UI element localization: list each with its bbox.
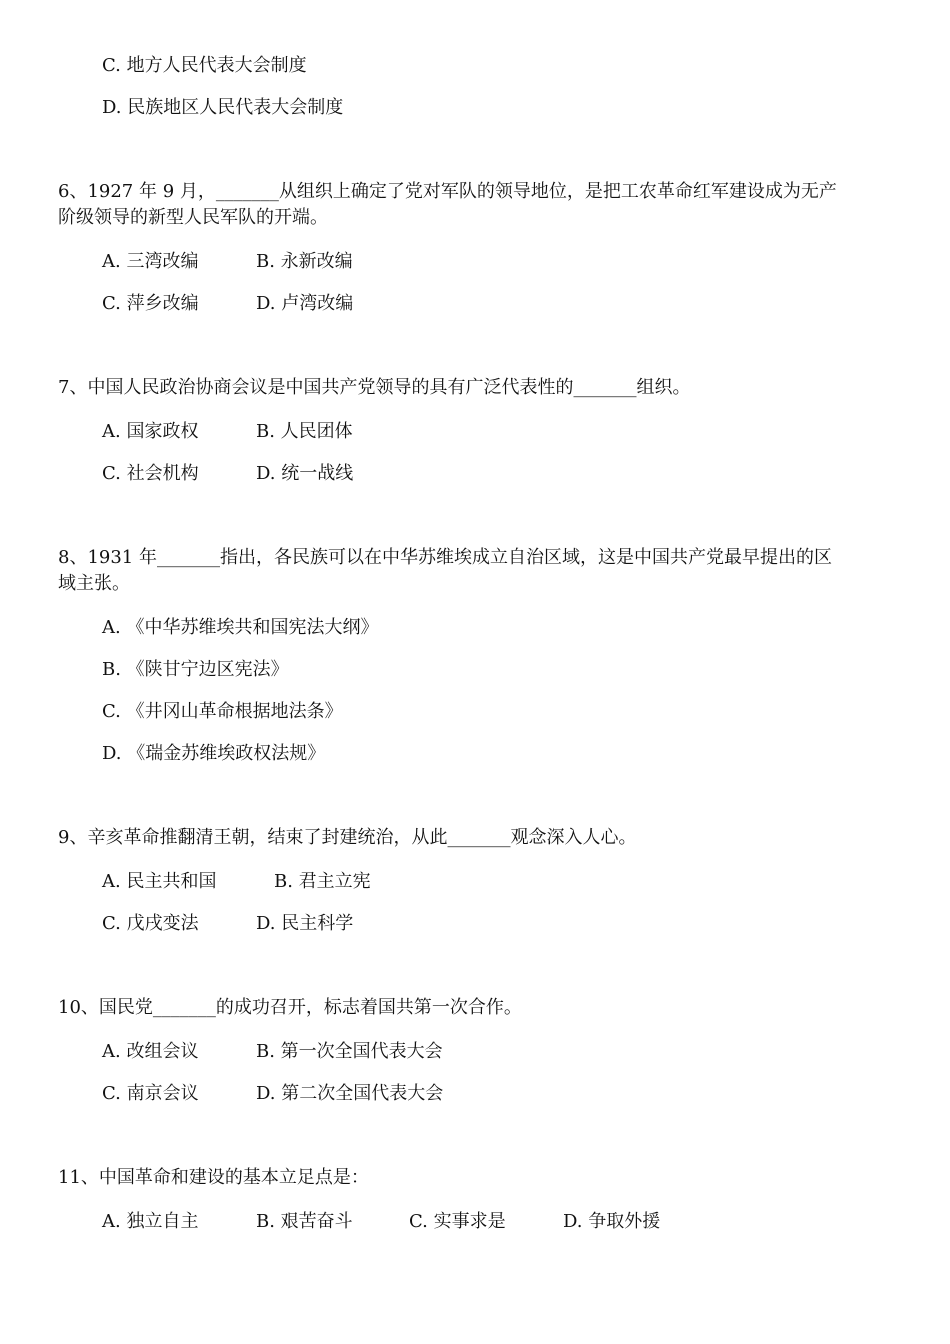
q10-stem: 10、国民党_______的成功召开，标志着国共第一次合作。 <box>58 997 522 1018</box>
q8-stem-line1: 8、1931 年_______指出，各民族可以在中华苏维埃成立自治区域，这是中国共产党最早提出的区 <box>58 547 832 568</box>
q6-stem-line2: 阶级领导的新型人民军队的开端。 <box>58 207 328 228</box>
q5-option-c: C. 地方人民代表大会制度 <box>102 55 307 76</box>
q9-option-a: A. 民主共和国 <box>102 871 217 892</box>
q7-option-d: D. 统一战线 <box>256 463 354 484</box>
q7-option-b: B. 人民团体 <box>256 421 353 442</box>
q10-option-d: D. 第二次全国代表大会 <box>256 1083 444 1104</box>
q6-option-b: B. 永新改编 <box>256 251 353 272</box>
q7-stem: 7、中国人民政治协商会议是中国共产党领导的具有广泛代表性的_______组织。 <box>58 377 691 398</box>
q9-option-c: C. 戊戌变法 <box>102 913 199 934</box>
q11-option-d: D. 争取外援 <box>563 1211 661 1232</box>
q6-option-a: A. 三湾改编 <box>102 251 199 272</box>
q6-option-d: D. 卢湾改编 <box>256 293 354 314</box>
q8-option-c: C. 《井冈山革命根据地法条》 <box>102 701 343 722</box>
q9-option-b: B. 君主立宪 <box>274 871 371 892</box>
q9-option-d: D. 民主科学 <box>256 913 354 934</box>
q11-option-b: B. 艰苦奋斗 <box>256 1211 353 1232</box>
q8-option-b: B. 《陕甘宁边区宪法》 <box>102 659 289 680</box>
q11-stem: 11、中国革命和建设的基本立足点是： <box>58 1167 369 1188</box>
q8-stem-line2: 域主张。 <box>58 573 130 594</box>
q6-option-c: C. 萍乡改编 <box>102 293 199 314</box>
q7-option-c: C. 社会机构 <box>102 463 199 484</box>
q9-stem: 9、辛亥革命推翻清王朝，结束了封建统治，从此_______观念深入人心。 <box>58 827 637 848</box>
q11-option-a: A. 独立自主 <box>102 1211 199 1232</box>
q6-stem-line1: 6、1927 年 9 月，_______从组织上确定了党对军队的领导地位，是把工农革命红军建设成为无产 <box>58 181 837 202</box>
q10-option-b: B. 第一次全国代表大会 <box>256 1041 443 1062</box>
q11-option-c: C. 实事求是 <box>409 1211 506 1232</box>
q5-option-d: D. 民族地区人民代表大会制度 <box>102 97 344 118</box>
q8-option-d: D. 《瑞金苏维埃政权法规》 <box>102 743 326 764</box>
q8-option-a: A. 《中华苏维埃共和国宪法大纲》 <box>102 617 379 638</box>
q10-option-c: C. 南京会议 <box>102 1083 199 1104</box>
q10-option-a: A. 改组会议 <box>102 1041 199 1062</box>
q7-option-a: A. 国家政权 <box>102 421 199 442</box>
